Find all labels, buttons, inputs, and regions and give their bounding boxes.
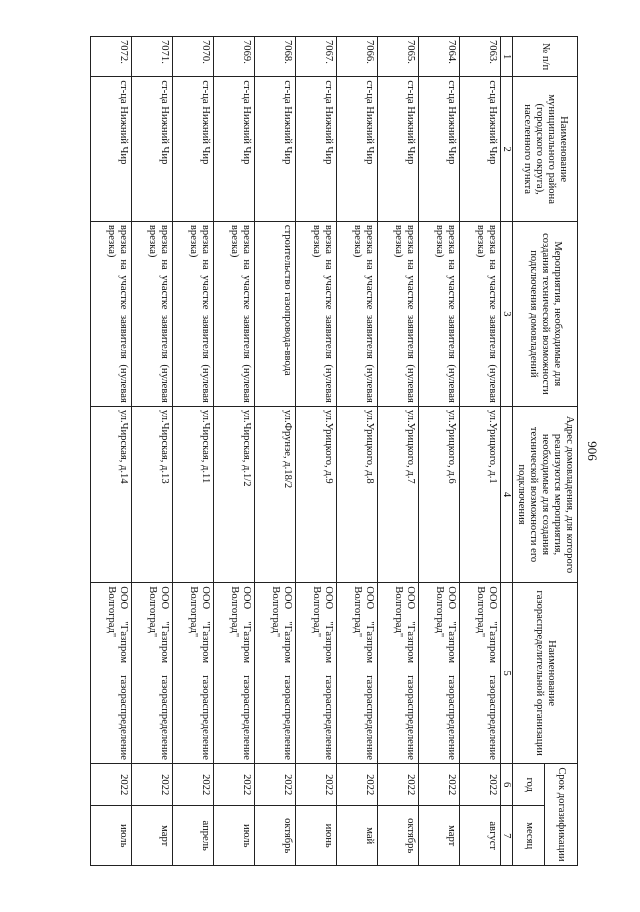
row-work: врезка на участке заявителя (нулевая врезка) — [378, 221, 419, 406]
table-body — [91, 37, 501, 866]
row-work: врезка на участке заявителя (нулевая врезка) — [460, 221, 501, 406]
row-organization: ООО "Газпром газораспределение Волгоград" — [460, 583, 501, 764]
row-organization: ООО "Газпром газораспределение Волгоград" — [255, 583, 296, 764]
row-settlement: ст-ца Нижний Чир — [214, 77, 255, 222]
column-number: 5 — [501, 583, 513, 764]
row-address: ул.Урицкого, д.7 — [378, 406, 419, 582]
row-settlement: ст-ца Нижний Чир — [255, 77, 296, 222]
row-month: июль — [214, 806, 255, 866]
row-address: ул.Фрунзе, д.18/2 — [255, 406, 296, 582]
table-row — [296, 37, 337, 866]
row-organization: ООО "Газпром газораспределение Волгоград" — [378, 583, 419, 764]
header-year: год — [513, 763, 546, 806]
row-year: 2022 — [91, 763, 132, 806]
row-address: ул.Чирская, д.11 — [173, 406, 214, 582]
page-number: 906 — [585, 441, 600, 461]
header-address: Адрес домовладения, для которого реализуются мероприятия, необходимые для создания технической возможности его подключения — [513, 406, 578, 582]
row-number: 7069. — [214, 37, 255, 77]
row-year: 2022 — [460, 763, 501, 806]
row-month: март — [132, 806, 173, 866]
row-organization: ООО "Газпром газораспределение Волгоград" — [173, 583, 214, 764]
row-month: август — [460, 806, 501, 866]
row-work: врезка на участке заявителя (нулевая врезка) — [132, 221, 173, 406]
table-row — [214, 37, 255, 866]
row-organization: ООО "Газпром газораспределение Волгоград" — [91, 583, 132, 764]
row-year: 2022 — [419, 763, 460, 806]
row-month: июль — [91, 806, 132, 866]
table-row — [173, 37, 214, 866]
column-number: 4 — [501, 406, 513, 582]
gasification-registry-table — [90, 36, 578, 866]
row-month: июнь — [296, 806, 337, 866]
row-year: 2022 — [255, 763, 296, 806]
row-work: врезка на участке заявителя (нулевая врезка) — [419, 221, 460, 406]
row-organization: ООО "Газпром газораспределение Волгоград" — [296, 583, 337, 764]
header-settlement: Наименование муниципального района (городского округа), населенного пункта — [513, 77, 578, 222]
row-address: ул.Урицкого, д.8 — [337, 406, 378, 582]
row-settlement: ст-ца Нижний Чир — [132, 77, 173, 222]
row-organization: ООО "Газпром газораспределение Волгоград" — [337, 583, 378, 764]
table-row — [255, 37, 296, 866]
column-number: 2 — [501, 77, 513, 222]
row-work: строительство газопровода-ввода — [255, 221, 296, 406]
row-year: 2022 — [337, 763, 378, 806]
row-number: 7067. — [296, 37, 337, 77]
table-row — [460, 37, 501, 866]
row-year: 2022 — [132, 763, 173, 806]
row-work: врезка на участке заявителя (нулевая врезка) — [296, 221, 337, 406]
row-year: 2022 — [378, 763, 419, 806]
column-number-row — [501, 37, 513, 866]
row-address: ул.Урицкого, д.6 — [419, 406, 460, 582]
row-work: врезка на участке заявителя (нулевая врезка) — [173, 221, 214, 406]
header-deadline: Срок догазификации — [545, 763, 578, 865]
row-year: 2022 — [173, 763, 214, 806]
row-number: 7072. — [91, 37, 132, 77]
row-month: апрель — [173, 806, 214, 866]
table-row — [378, 37, 419, 866]
table-row — [419, 37, 460, 866]
row-address: ул.Чирская, д.1/2 — [214, 406, 255, 582]
row-work: врезка на участке заявителя (нулевая врезка) — [91, 221, 132, 406]
row-settlement: ст-ца Нижний Чир — [460, 77, 501, 222]
row-number: 7066. — [337, 37, 378, 77]
row-month: май — [337, 806, 378, 866]
table-header-row — [545, 37, 578, 866]
row-settlement: ст-ца Нижний Чир — [419, 77, 460, 222]
column-number: 6 — [501, 763, 513, 806]
row-year: 2022 — [214, 763, 255, 806]
row-work: врезка на участке заявителя (нулевая врезка) — [337, 221, 378, 406]
table-row — [337, 37, 378, 866]
rotated-page-content — [54, 36, 600, 866]
row-year: 2022 — [296, 763, 337, 806]
row-month: октябрь — [255, 806, 296, 866]
row-address: ул.Урицкого, д.9 — [296, 406, 337, 582]
row-number: 7065. — [378, 37, 419, 77]
row-month: март — [419, 806, 460, 866]
row-settlement: ст-ца Нижний Чир — [296, 77, 337, 222]
row-work: врезка на участке заявителя (нулевая врезка) — [214, 221, 255, 406]
header-work: Мероприятия, необходимые для создания технической возможности подключения домовладений — [513, 221, 578, 406]
row-settlement: ст-ца Нижний Чир — [378, 77, 419, 222]
column-number: 1 — [501, 37, 513, 77]
row-number: 7064. — [419, 37, 460, 77]
row-number: 7068. — [255, 37, 296, 77]
row-month: октябрь — [378, 806, 419, 866]
header-organization: Наименование газораспределительной организации — [513, 583, 578, 764]
row-number: 7071. — [132, 37, 173, 77]
column-number: 7 — [501, 806, 513, 866]
column-number: 3 — [501, 221, 513, 406]
row-settlement: ст-ца Нижний Чир — [91, 77, 132, 222]
row-number: 7070. — [173, 37, 214, 77]
row-settlement: ст-ца Нижний Чир — [173, 77, 214, 222]
row-organization: ООО "Газпром газораспределение Волгоград" — [214, 583, 255, 764]
header-num: № п/п — [513, 37, 578, 77]
table-row — [91, 37, 132, 866]
row-address: ул.Чирская, д.14 — [91, 406, 132, 582]
row-address: ул.Чирская, д.13 — [132, 406, 173, 582]
row-address: ул.Урицкого, д.1 — [460, 406, 501, 582]
row-organization: ООО "Газпром газораспределение Волгоград" — [419, 583, 460, 764]
row-number: 7063. — [460, 37, 501, 77]
row-organization: ООО "Газпром газораспределение Волгоград" — [132, 583, 173, 764]
row-settlement: ст-ца Нижний Чир — [337, 77, 378, 222]
header-month: месяц — [513, 806, 546, 866]
table-row — [132, 37, 173, 866]
